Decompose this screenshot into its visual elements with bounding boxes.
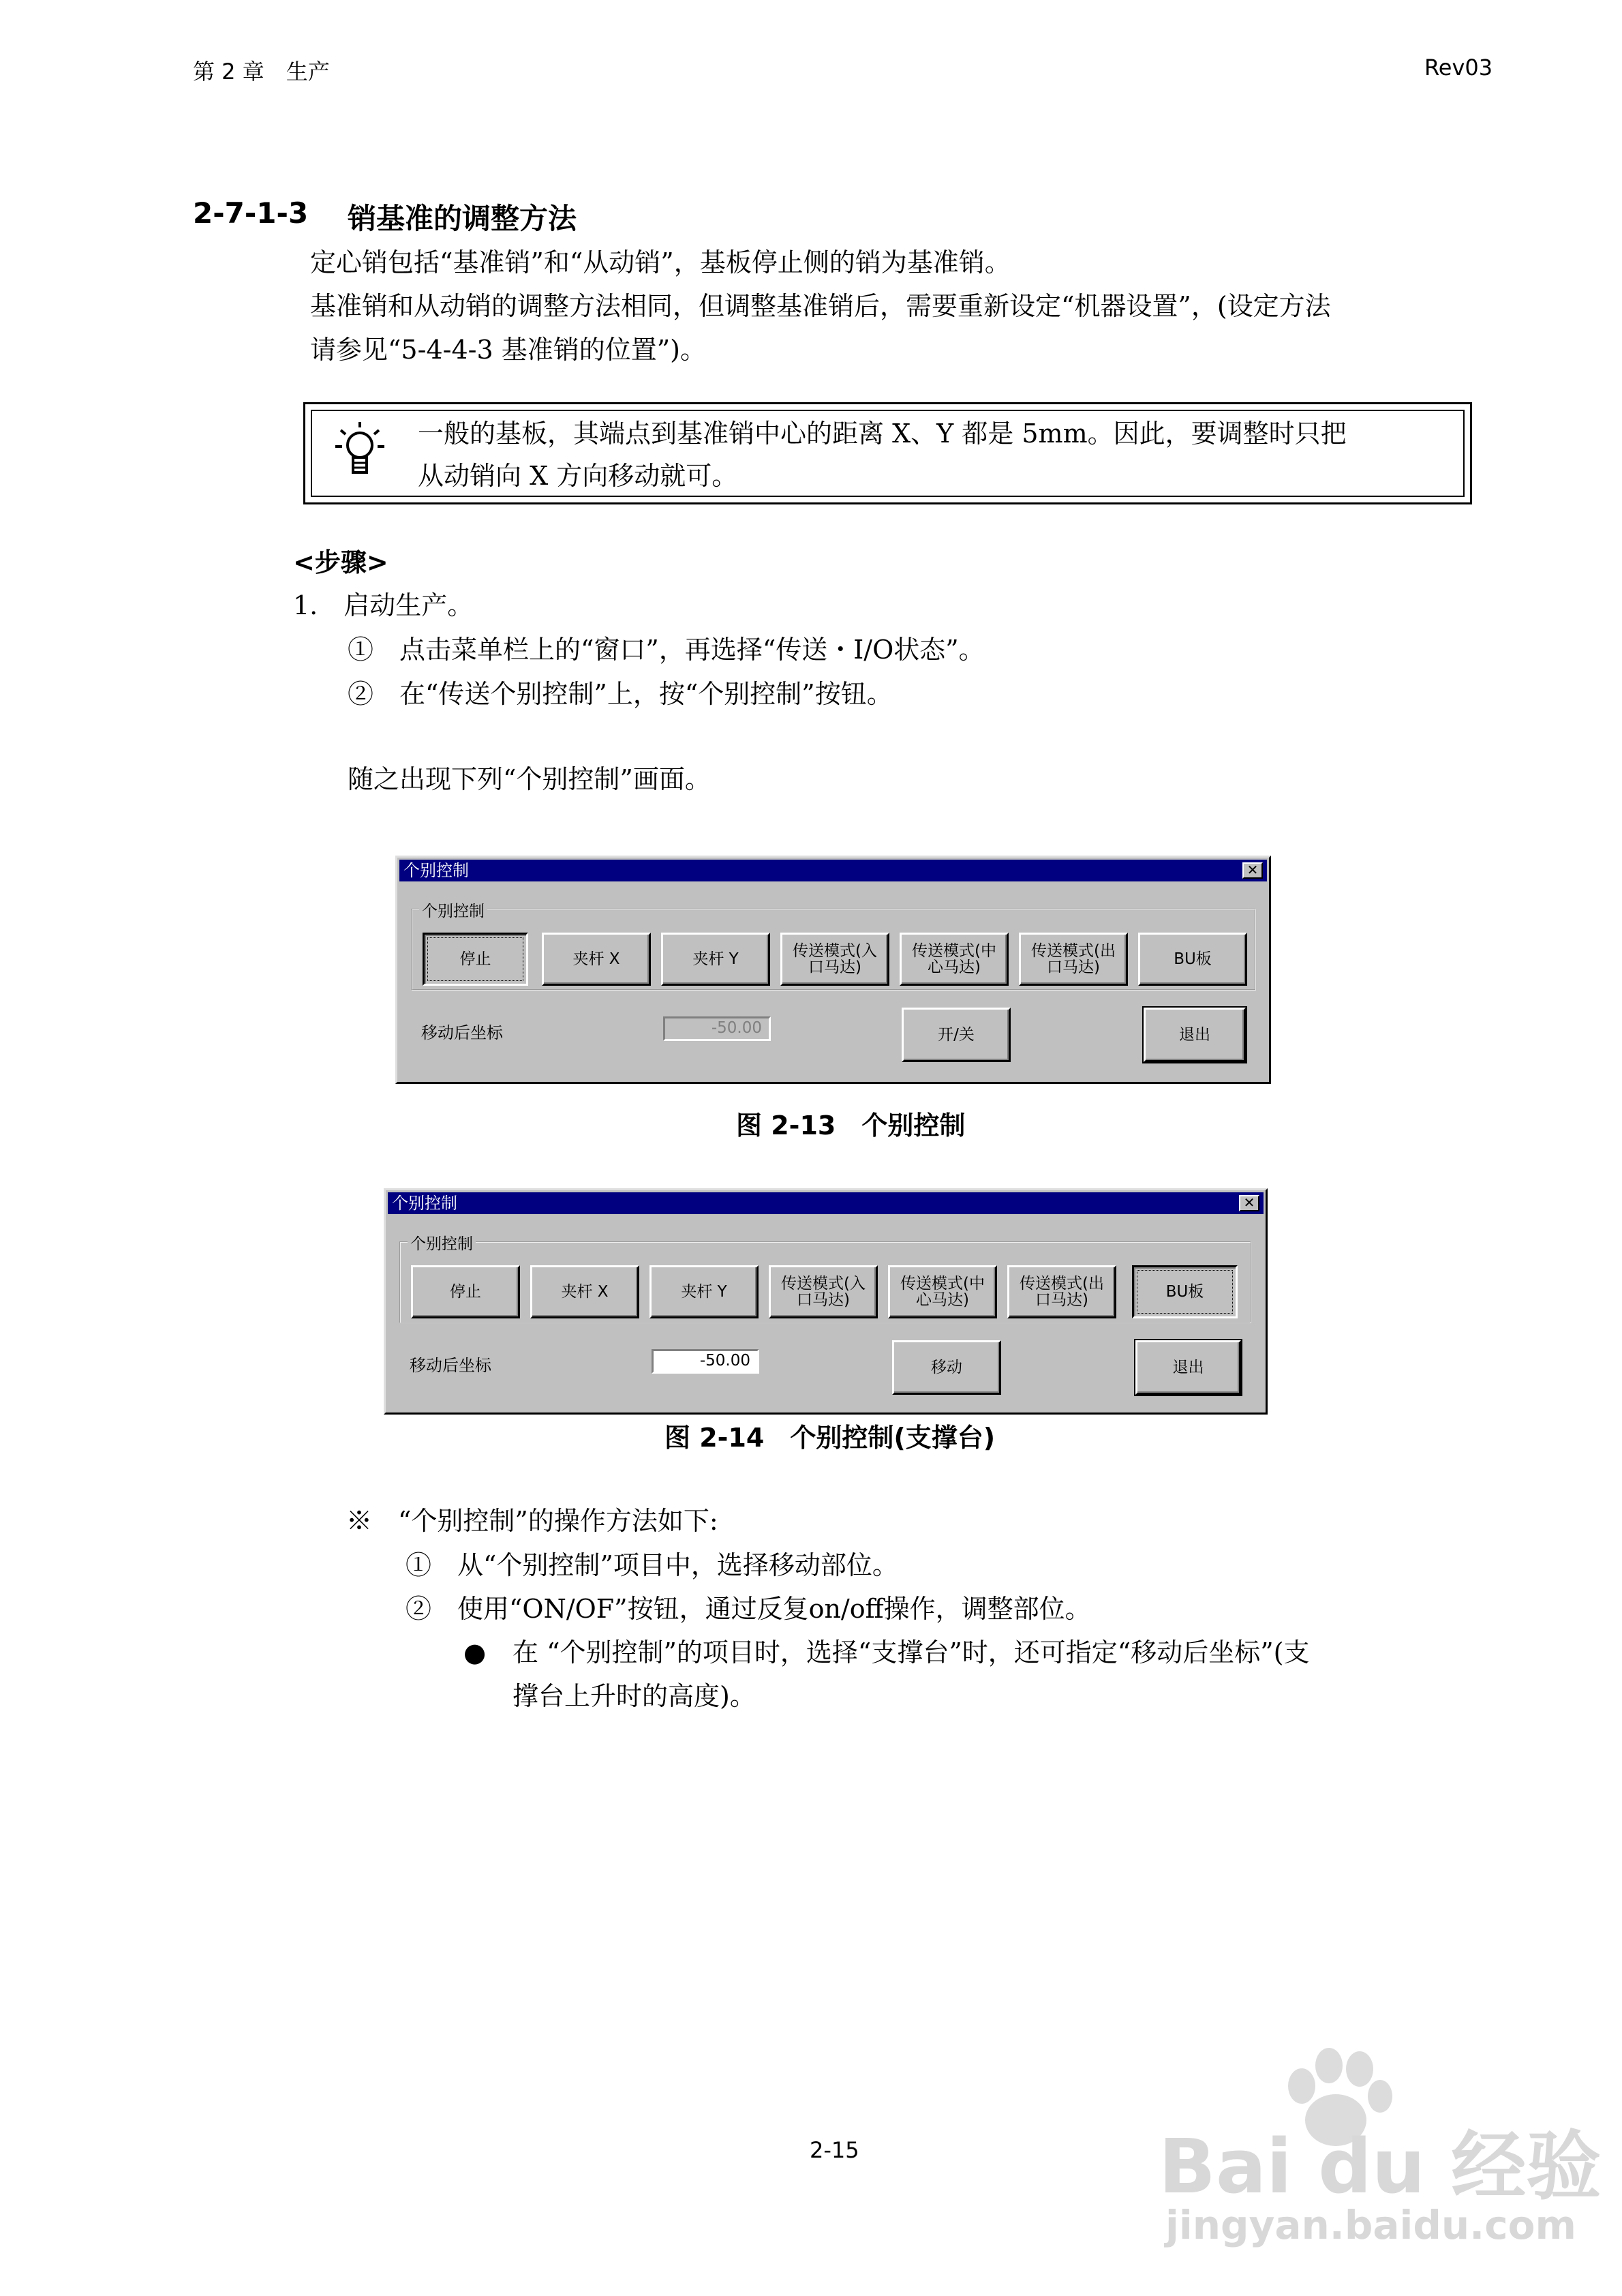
group-label: 个别控制 (419, 898, 487, 921)
step-1-sub-1: ① 点击菜单栏上的“窗口”，再选择“传送・I/O状态”。 (348, 635, 985, 665)
stop-button[interactable]: 停止 (423, 933, 528, 986)
figure-caption-1: 图 2-13 个别控制 (736, 1111, 966, 1141)
chapter-header: 第 2 章 生产 (193, 59, 330, 85)
step-1: 1. 启动生产。 (293, 590, 474, 620)
dialog-title: 个别控制 (403, 861, 469, 880)
page-number: 2-15 (810, 2137, 859, 2163)
tip-box (303, 402, 1472, 504)
conveyor-center-motor-button[interactable]: 传送模式(中 心马达) (888, 1265, 997, 1318)
clamp-y-button[interactable]: 夹杆 Y (649, 1265, 759, 1318)
exit-button[interactable]: 退出 (1135, 1340, 1241, 1395)
coord-label: 移动后坐标 (410, 1356, 491, 1375)
conveyor-entry-motor-button[interactable]: 传送模式(入 口马达) (780, 933, 889, 986)
conveyor-center-motor-button[interactable]: 传送模式(中 心马达) (900, 933, 1009, 986)
figure-caption-2: 图 2-14 个别控制(支撑台) (664, 1423, 996, 1453)
coord-input[interactable]: -50.00 (663, 1016, 771, 1041)
coord-input[interactable]: -50.00 (652, 1349, 759, 1374)
move-button[interactable]: 移动 (892, 1340, 1001, 1395)
step-1-sub-2: ② 在“传送个别控制”上，按“个别控制”按钮。 (348, 679, 893, 709)
stop-button[interactable]: 停止 (411, 1265, 520, 1318)
watermark-url: jingyan.baidu.com (1165, 2202, 1576, 2248)
close-icon[interactable]: ✕ (1239, 1195, 1259, 1211)
bu-board-button[interactable]: BU板 (1132, 1265, 1238, 1318)
conveyor-exit-motor-button[interactable]: 传送模式(出 口马达) (1007, 1265, 1116, 1318)
conveyor-entry-motor-button[interactable]: 传送模式(入 口马达) (769, 1265, 878, 1318)
lightbulb-icon (333, 418, 387, 486)
coord-label: 移动后坐标 (421, 1023, 503, 1042)
conveyor-exit-motor-button[interactable]: 传送模式(出 口马达) (1019, 933, 1128, 986)
clamp-x-button[interactable]: 夹杆 X (530, 1265, 639, 1318)
tip-line-1: 一般的基板，其端点到基准销中心的距离 X、Y 都是 5mm。因此，要调整时只把 (418, 419, 1347, 449)
close-icon[interactable]: ✕ (1242, 862, 1263, 879)
dialog-title-bar (388, 1192, 1264, 1214)
bullet-line-1: 在 “个别控制”的项目时，选择“支撑台”时，还可指定“移动后坐标”(支 (512, 1637, 1310, 1667)
section-number: 2-7-1-3 (193, 196, 309, 230)
individual-control-dialog-2 (384, 1188, 1268, 1415)
tip-line-2: 从动销向 X 方向移动就可。 (418, 461, 738, 491)
steps-heading: <步骤> (293, 547, 388, 577)
paragraph-line-2: 基准销和从动销的调整方法相同，但调整基准销后，需要重新设定“机器设置”，(设定方法 (310, 291, 1331, 321)
bu-board-button[interactable]: BU板 (1138, 933, 1247, 986)
notes-intro: ※ “个别控制”的操作方法如下: (346, 1506, 718, 1536)
section-title: 销基准的调整方法 (348, 202, 577, 235)
bullet-dot: ● (463, 1637, 487, 1667)
clamp-y-button[interactable]: 夹杆 Y (661, 933, 770, 986)
step-note: 随之出现下列“个别控制”画面。 (348, 764, 711, 794)
bullet-line-2: 撑台上升时的高度)。 (512, 1681, 756, 1711)
on-off-button[interactable]: 开/关 (902, 1008, 1011, 1062)
note-2: ② 使用“ON/OF”按钮，通过反复on/off操作，调整部位。 (406, 1594, 1091, 1624)
dialog-title: 个别控制 (392, 1194, 457, 1213)
watermark-brand: Bai du 经验 (1159, 2123, 1602, 2210)
exit-button[interactable]: 退出 (1144, 1008, 1246, 1062)
note-1: ① 从“个别控制”项目中，选择移动部位。 (406, 1550, 898, 1580)
clamp-x-button[interactable]: 夹杆 X (542, 933, 651, 986)
paragraph-line-1: 定心销包括“基准销”和“从动销”，基板停止侧的销为基准销。 (310, 247, 1011, 277)
revision-label: Rev03 (1424, 55, 1493, 80)
group-label: 个别控制 (408, 1231, 476, 1254)
dialog-title-bar (399, 860, 1267, 881)
individual-control-dialog-1 (395, 856, 1271, 1084)
paragraph-line-3: 请参见“5-4-4-3 基准销的位置”)。 (310, 335, 706, 365)
